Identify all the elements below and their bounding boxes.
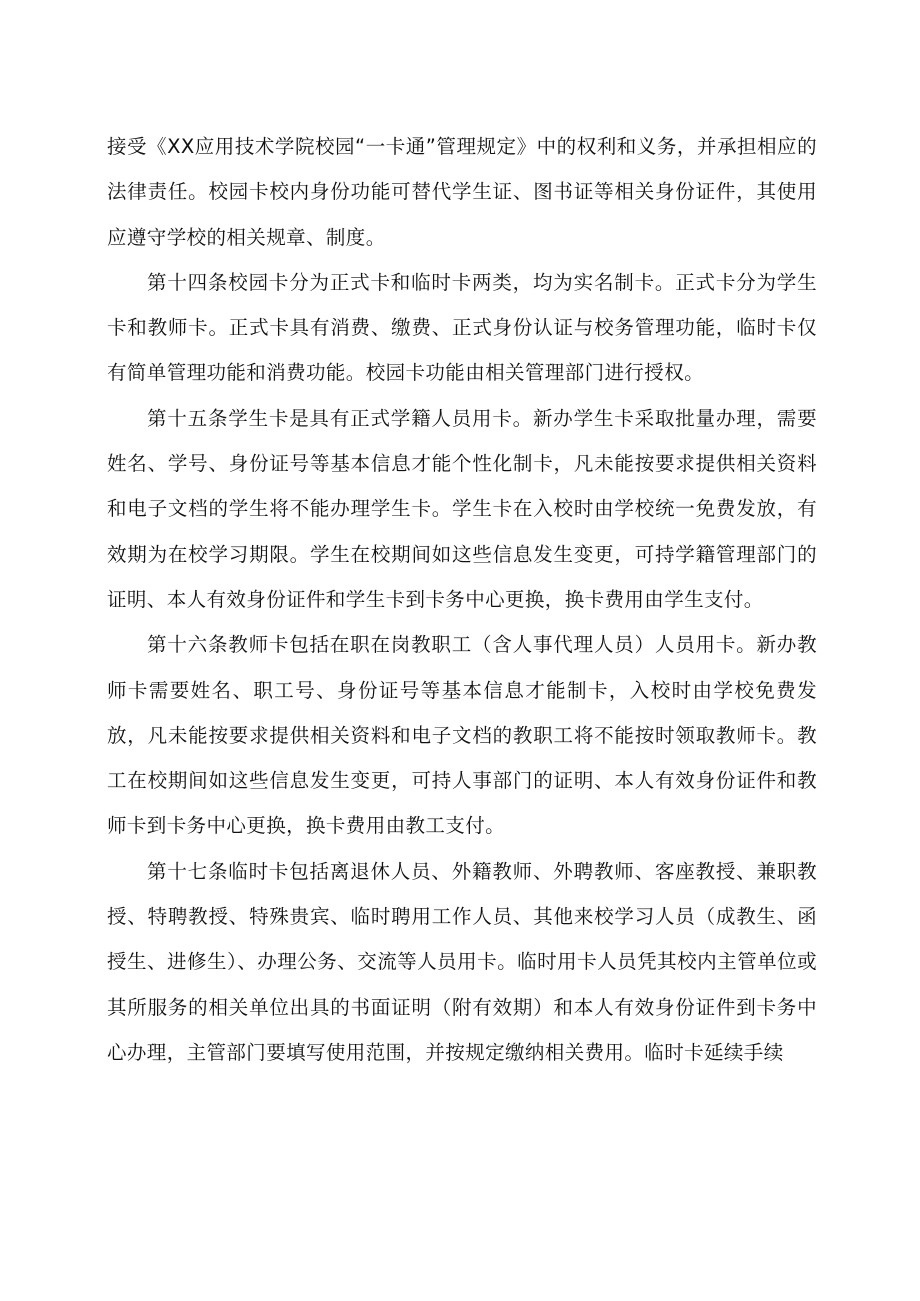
paragraph-article-17: 第十七条临时卡包括离退休人员、外籍教师、外聘教师、客座教授、兼职教授、特聘教授、特殊贵宾、临时聘用工作人员、其他来校学习人员（成教生、函授生、进修生）、办理公务、交流等人员用卡。临时用卡人员凭其校内主管单位或其所服务的相关单位出具的书面证明（附有效期）和本人有效身份证件到卡务中心办理，主管部门要填写使用范围，并按规定缴纳相关费用。临时卡延续手续: [107, 859, 817, 1064]
document-body: [107, 124, 817, 1075]
paragraph-article-16: 第十六条教师卡包括在职在岗教职工（含人事代理人员）人员用卡。新办教师卡需要姓名、职工号、身份证号等基本信息才能制卡，入校时由学校免费发放，凡未能按要求提供相关资料和电子文档的教职工将不能按时领取教师卡。教工在校期间如这些信息发生变更，可持人事部门的证明、本人有效身份证件和教师卡到卡务中心更换，换卡费用由教工支付。: [107, 633, 817, 838]
paragraph-article-15: 第十五条学生卡是具有正式学籍人员用卡。新办学生卡采取批量办理，需要姓名、学号、身份证号等基本信息才能个性化制卡，凡未能按要求提供相关资料和电子文档的学生将不能办理学生卡。学生卡在入校时由学校统一免费发放，有效期为在校学习期限。学生在校期间如这些信息发生变更，可持学籍管理部门的证明、本人有效身份证件和学生卡到卡务中心更换，换卡费用由学生支付。: [107, 406, 817, 611]
paragraph-continuation: 接受《XX应用技术学院校园“一卡通”管理规定》中的权利和义务，并承担相应的法律责任。校园卡校内身份功能可替代学生证、图书证等相关身份证件，其使用应遵守学校的相关规章、制度。: [107, 135, 817, 249]
paragraph-article-14: 第十四条校园卡分为正式卡和临时卡两类，均为实名制卡。正式卡分为学生卡和教师卡。正式卡具有消费、缴费、正式身份认证与校务管理功能，临时卡仅有简单管理功能和消费功能。校园卡功能由相关管理部门进行授权。: [107, 270, 817, 385]
